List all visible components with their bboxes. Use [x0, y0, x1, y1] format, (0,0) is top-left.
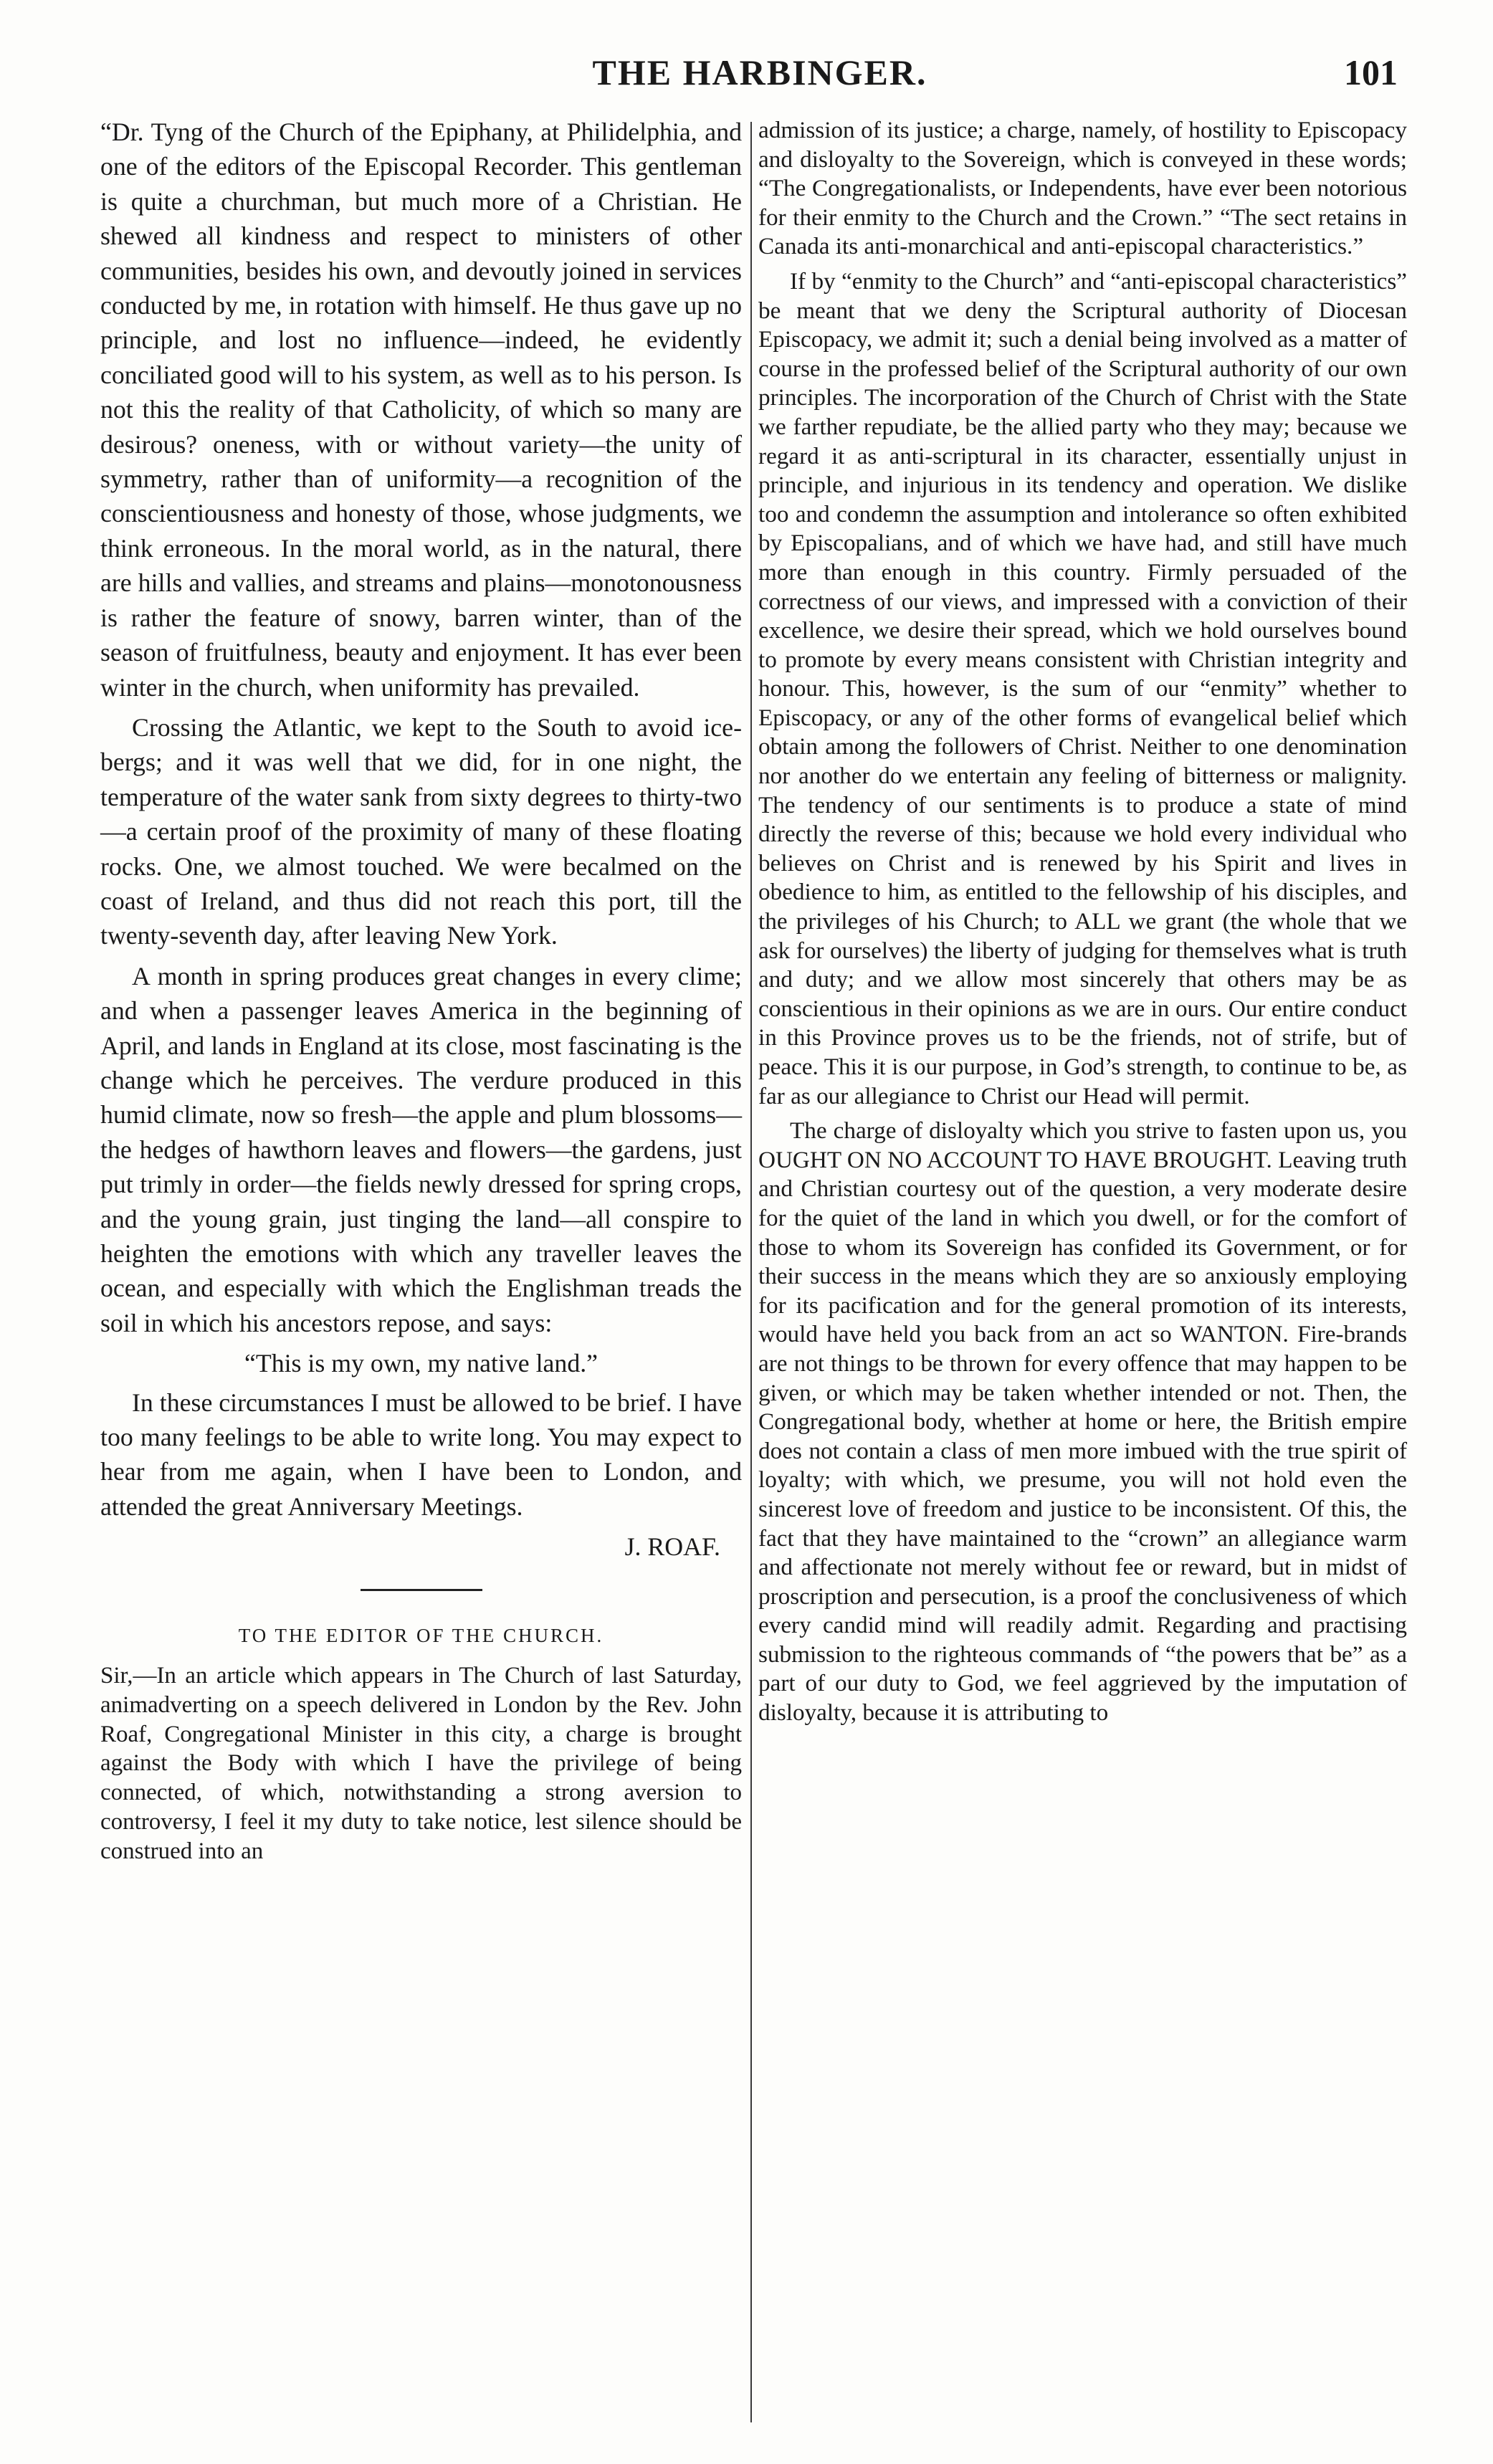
editor-letter-paragraph-disloyalty: The charge of disloyalty which you strive to fasten upon us, you OUGHT ON NO ACCOUNT TO HAVE BROUGHT. Leaving truth and Christian courtesy out of the question, a very moderate desire for the quiet of the land in which you dwell, or for the comfort of those to whom its Sovereign has confided its Government, or for their success in the means which they are so anxiously employing for its pacification and for the general promotion of its interests, would have held you back from an act so WANTON. Fire-brands are not things to be thrown for every offence that may happen to be given, or which may be taken whether intended or not. Then, the Congregational body, whether at home or here, the British empire does not contain a class of men more imbued with the true spirit of loyalty; with which, we presume, you will not hold even the sincerest love of freedom and justice to be inconsistent. Of this, the fact that they have maintained to the “crown” an allegiance warm and affectionate not merely without fee or reward, but in midst of proscription and persecution, is a proof the conclusiveness of which every candid mind will readily admit. Regarding and practising submission to the righteous commands of “the powers that be” as a part of our duty to God, we feel aggrieved by the imputation of disloyalty, because it is attributing to	[758, 1117, 1407, 1727]
signature: J. ROAF.	[624, 1532, 720, 1562]
editor-letter-paragraph-opening: Sir,—In an article which appears in The Church of last Saturday, animadverting on a speech delivered in London by the Rev. John Roaf, Congregational Minister in this city, a charge is brought against the Body with which I have the privilege of being connected, of which, notwithstanding a strong aversion to controversy, I feel it my duty to take notice, lest silence should be construed into an	[100, 1663, 742, 1864]
editor-letter-paragraph-enmity: If by “enmity to the Church” and “anti-episcopal characteristics” be meant that we deny the Scriptural authority of Diocesan Episcopacy, we admit it; such a denial being involved as a matter of course in the professed belief of the Scriptural authority of our own principles. The incorporation of the Church of Christ with the State we farther repudiate, be the allied party who they may; because we regard it as anti-scriptural in its character, essentially unjust in principle, and injurious in its tendency and operation. We dislike too and condemn the assumption and intolerance so often exhibited by Episcopalians, and of which we have had, and still have much more than enough in this country. Firmly persuaded of the correctness of our views, and impressed with a conviction of their excellence, we desire their spread, which we hold ourselves bound to promote by every means consistent with Christian integrity and honour. This, however, is the sum of our “enmity” whether to Episcopacy, or any of the other forms of evangelical belief which obtain among the followers of Christ. Neither to one denomination nor another do we entertain any feeling of bitterness or malignity. The tendency of our sentiments is to produce a state of mind directly the reverse of this; because we hold every individual who believes on Christ and is renewed by his Spirit and lives in obedience to him, as entitled to the fellowship of his disciples, and the privileges of his Church; to ALL we grant (the whole that we ask for ourselves) the liberty of judging for themselves what is truth and duty; and we allow most sincerely that others may be as conscientious in their opinions as we are in ours. Our entire conduct in this Province proves us to be the friends, not of strife, but of peace. This it is our purpose, in God’s strength, to continue to be, as far as our allegiance to Christ our Head will permit.	[758, 267, 1407, 1109]
section-divider	[361, 1589, 482, 1591]
letter-paragraph-spring: A month in spring produces great changes in every clime; and when a passenger leaves America in the beginning of April, and lands in England at its close, most fascinating is the change which he perceives. The verdure produced in this humid climate, now so fresh—the apple and plum blossoms—the hedges of hawthorn leaves and flowers—the gardens, just put trimly in order—the fields newly dressed for spring crops, and the young grain, just tinging the land—all conspire to heighten the emotions with which any traveller leaves the ocean, and especially with which the Englishman treads the soil in which his ancestors repose, and says:	[100, 961, 742, 1337]
running-head	[122, 52, 1398, 102]
editor-letter-paragraph-continued: admission of its justice; a charge, namely, of hostility to Episcopacy and disloyalty to the Sovereign, which is conveyed in these words; “The Congregationalists, or Independents, have ever been notorious for their enmity to the Church and the Crown.” “The sect retains in Canada its anti-monarchical and anti-episcopal characteristics.”	[758, 117, 1407, 260]
letter-paragraph-tyng: “Dr. Tyng of the Church of the Epiphany, at Philidelphia, and one of the editors of the Episcopal Recorder. This gentleman is quite a churchman, but much more of a Christian. He shewed all kindness and respect to ministers of other communities, besides his own, and devoutly joined in services conducted by me, in rotation with himself. He thus gave up no principle, and lost no influence—indeed, he evidently conciliated good will to his system, as well as to his person. Is not this the reality of that Catholicity, of which so many are desirous? oneness, with or without variety—the unity of symmetry, rather than of uniformity—a recognition of the conscientiousness and honesty of those, whose judgments, we think erroneous. In the moral world, as in the natural, there are hills and vallies, and streams and plains—monotonousness is rather the feature of snowy, barren winter, than of the season of fruitfulness, beauty and enjoyment. It has ever been winter in the church, when uniformity has prevailed.	[100, 118, 742, 702]
letter-heading: TO THE EDITOR OF THE CHURCH.	[238, 1624, 604, 1646]
letter-paragraph-atlantic: Crossing the Atlantic, we kept to the South to avoid ice-bergs; and it was well that we did, for in one night, the temperature of the water sank from sixty degrees to thirty-two—a certain proof of the proximity of many of these floating rocks. One, we almost touched. We were becalmed on the coast of Ireland, and thus did not reach this port, till the twenty-seventh day, after leaving New York.	[100, 712, 742, 950]
verse-quote: “This is my own, my native land.”	[244, 1349, 598, 1378]
right-column	[758, 116, 1407, 1734]
left-column	[100, 115, 742, 1872]
column-divider	[750, 122, 752, 2422]
letter-paragraph-closing: In these circumstances I must be allowed to be brief. I have too many feelings to be able to write long. You may expect to hear from me again, when I have been to London, and attended the great Anniversary Meetings.	[100, 1388, 742, 1521]
editor-letter-text	[100, 1661, 742, 1866]
page-number: 101	[1344, 52, 1398, 92]
journal-title: THE HARBINGER.	[592, 52, 927, 92]
